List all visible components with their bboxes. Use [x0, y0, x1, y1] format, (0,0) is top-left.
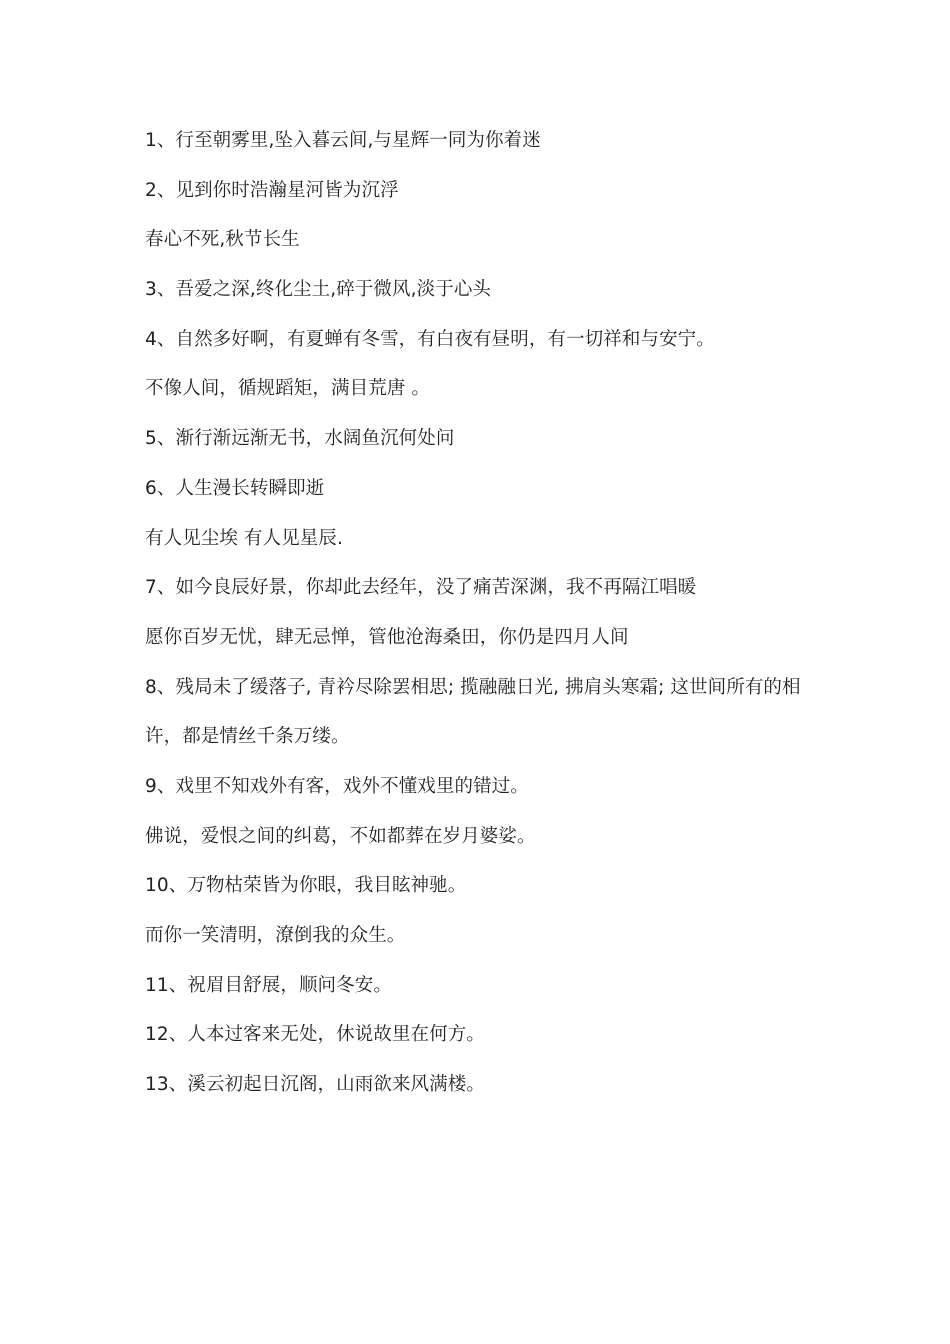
text-line-14: 9、戏里不知戏外有客，戏外不懂戏里的错过。 [145, 775, 529, 797]
text-line-7: 5、渐行渐远渐无书，水阔鱼沉何处问 [145, 428, 455, 450]
text-line-15: 佛说，爱恨之间的纠葛，不如都葬在岁月婆娑。 [145, 825, 536, 847]
text-line-3: 春心不死,秋节长生 [145, 229, 300, 251]
text-line-1: 1、行至朝雾里,坠入暮云间,与星辉一同为你着迷 [145, 130, 541, 151]
text-line-19: 12、人本过客来无处，休说故里在何方。 [145, 1024, 485, 1046]
text-line-8: 6、人生漫长转瞬即逝 [145, 477, 325, 499]
text-line-18: 11、祝眉目舒展，顺问冬安。 [145, 974, 392, 996]
text-line-16: 10、万物枯荣皆为你眼，我目眩神驰。 [145, 875, 467, 897]
text-line-12: 8、残局未了缓落子, 青衿尽除罢相思; 揽融融日光, 拂肩头寒霜; 这世间所有的相 [145, 676, 801, 698]
text-line-10: 7、如今良辰好景，你却此去经年，没了痛苦深渊，我不再隔江唱暖 [145, 577, 697, 599]
text-line-2: 2、见到你时浩瀚星河皆为沉浮 [145, 179, 399, 201]
text-line-11: 愿你百岁无忧，肆无忌惮，管他沧海桑田，你仍是四月人间 [145, 626, 629, 648]
text-line-5: 4、自然多好啊，有夏蝉有冬雪，有白夜有昼明，有一切祥和与安宁。 [145, 328, 715, 350]
text-line-6: 不像人间，循规蹈矩，满目荒唐 。 [145, 378, 430, 400]
text-line-17: 而你一笑清明，潦倒我的众生。 [145, 925, 406, 946]
text-line-4: 3、吾爱之深,终化尘土,碎于微风,淡于心头 [145, 279, 492, 301]
text-line-13: 许，都是情丝千条万缕。 [145, 726, 350, 748]
document-body [145, 124, 835, 1118]
text-line-9: 有人见尘埃 有人见星辰. [145, 527, 343, 549]
text-line-20: 13、溪云初起日沉阁，山雨欲来风满楼。 [145, 1074, 485, 1096]
